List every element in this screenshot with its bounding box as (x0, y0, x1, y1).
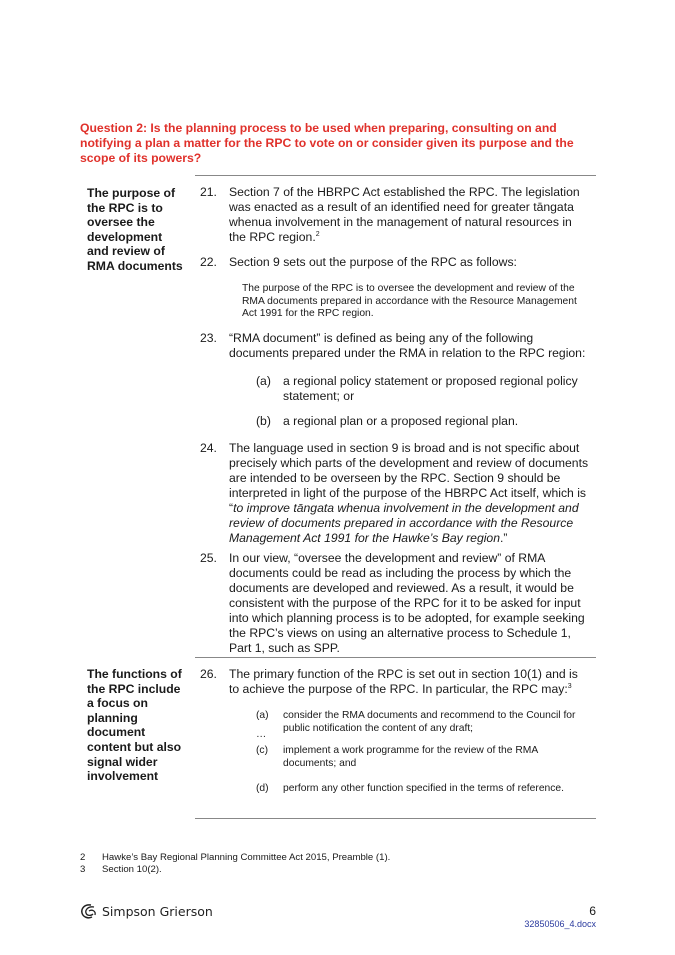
paragraph-number: 24. (200, 441, 217, 455)
subparagraph-text: a regional policy statement or proposed regional policy statement; or (283, 374, 578, 403)
subparagraph-label: (a) (256, 374, 271, 388)
paragraph-number: 22. (200, 255, 217, 269)
section-heading-purpose: The purpose of the RPC is to oversee the development and review of RMA documents (87, 186, 183, 273)
paragraph-text: Section 9 sets out the purpose of the RPC as follows: (229, 255, 517, 269)
paragraph-25 (200, 551, 590, 656)
simpson-grierson-logo (80, 903, 213, 920)
footnote-number: 3 (80, 864, 86, 875)
divider-middle (195, 657, 596, 658)
subparagraph-label: (c) (256, 745, 269, 756)
footnote-ref-3: 3 (567, 682, 572, 690)
logo-mark-icon (80, 903, 98, 920)
paragraph-23 (200, 331, 590, 361)
section-heading-functions: The functions of the RPC include a focus on planning document content but also signal wider involvement (87, 667, 182, 784)
paragraph-text-end: .” (500, 531, 508, 545)
subparagraph-text: consider the RMA documents and recommend to the Council for public notification the content of any draft; (283, 710, 576, 734)
subparagraph-label: (d) (256, 783, 269, 794)
divider-top (195, 175, 596, 176)
subparagraph-26a (256, 710, 590, 735)
paragraph-text: The primary function of the RPC is set out in section 10(1) and is to achieve the purpose of the RPC. In particular, the RPC may: (229, 667, 578, 696)
paragraph-text: In our view, “oversee the development and review” of RMA documents could be read as including the process by which the documents are developed and reviewed. As a result, it would be consistent with the purpose of the RPC for it to be asked for input into which planning process is to be adopted, for example seeking the RPC’s views on using an alternative process to Schedule 1, Part 1, such as SPP. (229, 551, 585, 655)
paragraph-26 (200, 667, 590, 697)
footnote-3 (80, 864, 162, 875)
subparagraph-23a (256, 374, 590, 404)
paragraph-italic-quote: to improve tāngata whenua involvement in the development and review of documents prepared in accordance with the Resource Management Act 1991 for the Hawke’s Bay region (229, 501, 579, 545)
paragraph-text: The language used in section 9 is broad and is not specific about precisely which parts of the development and review of documents are intended to be overseen by the RPC. Section 9 should be interpreted in light of the purpose of the HBRPC Act itself, which is “ (229, 441, 589, 515)
paragraph-24 (200, 441, 590, 546)
logo-text: Simpson Grierson (102, 904, 213, 919)
footnote-number: 2 (80, 852, 86, 863)
paragraph-22 (200, 255, 590, 270)
footnote-2 (80, 852, 390, 863)
footnote-ref-2: 2 (315, 230, 320, 238)
subparagraph-text: perform any other function specified in the terms of reference. (283, 783, 565, 794)
paragraph-number: 21. (200, 185, 217, 199)
block-quote-section-9: The purpose of the RPC is to oversee the development and review of the RMA documents prepared in accordance with the Resource Management Act 1991 for the RPC region. (242, 283, 577, 320)
paragraph-number: 25. (200, 551, 217, 565)
omission-ellipsis: … (256, 729, 267, 740)
subparagraph-text: a regional plan or a proposed regional plan. (283, 414, 519, 428)
subparagraph-23b (256, 414, 590, 429)
footnote-text: Section 10(2). (102, 864, 162, 875)
paragraph-21 (200, 185, 590, 245)
subparagraph-label: (b) (256, 414, 271, 428)
subparagraph-text: implement a work programme for the review of the RMA documents; and (283, 745, 538, 769)
question-heading: Question 2: Is the planning process to be used when preparing, consulting on and notifying a plan a matter for the RPC to vote on or consider given its purpose and the scope of its powers? (80, 121, 574, 165)
paragraph-text: “RMA document” is defined as being any of the following documents prepared under the RMA in relation to the RPC region: (229, 331, 586, 360)
footnote-text: Hawke’s Bay Regional Planning Committee Act 2015, Preamble (1). (102, 852, 391, 863)
document-reference: 32850506_4.docx (524, 919, 596, 929)
subparagraph-label: (a) (256, 710, 269, 721)
paragraph-text: Section 7 of the HBRPC Act established the RPC. The legislation was enacted as a result of an identified need for greater tāngata whenua involvement in the management of natural resources in the RPC region. (229, 185, 580, 244)
paragraph-number: 26. (200, 667, 217, 681)
subparagraph-26c (256, 745, 590, 770)
page-number: 6 (589, 904, 596, 918)
subparagraph-26d (256, 783, 590, 796)
paragraph-number: 23. (200, 331, 217, 345)
divider-bottom (195, 818, 596, 819)
